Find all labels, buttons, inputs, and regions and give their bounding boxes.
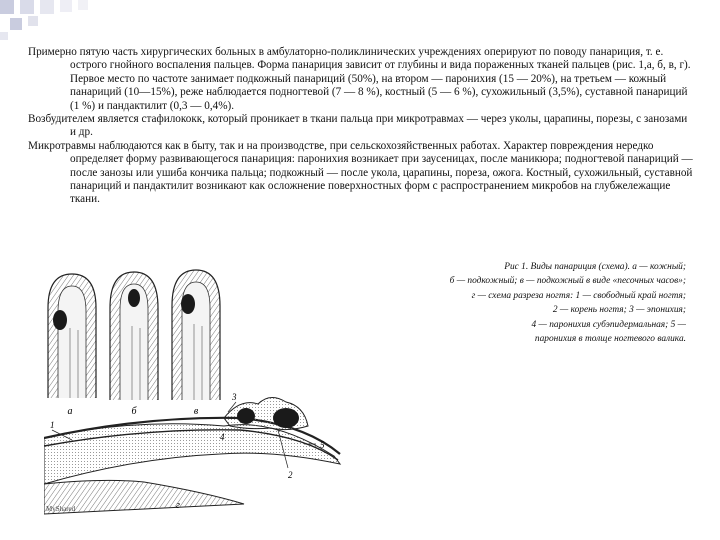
caption-line: г — схема разреза ногтя: 1 — свободный край ногтя; [471,290,686,301]
number-label-5: 5 [320,440,325,450]
finger-v-drawing [172,270,220,400]
figure-caption [356,260,686,346]
number-label-3: 3 [232,392,237,402]
paragraph-1: Примерно пятую часть хирургических больных в амбулаторно-поликлинических учреждениях оперируют по поводу панариция, т. е. острого гнойного воспаления пальцев. Форма панариция зависит от глубины и вида пораженных тканей пальцев (рис. 1,а, б, в, г). Первое место по частоте занимает подкожный панариций (50%), на втором — паронихия (15 — 20%), на третьем — кожный панариций (10—15%), реже наблюдается подногтевой (7 — 8 %), костный (5 — 6 %), сухожильный (3,5%), суставной панариций (1 %) и пандактилит (0,3 — 0,4%). [28,46,691,112]
watermark-text: MyShared [46,505,76,513]
finger-b-drawing [110,272,158,400]
number-label-2: 2 [288,470,293,480]
caption-line: 2 — корень ногтя; 3 — эпонихия; [552,305,686,316]
paragraph-2: Возбудителем является стафилококк, который проникает в ткани пальца при микротравмах — через уколы, царапины, порезы, с занозами и др. [28,113,688,139]
panaritium-figure [44,268,344,518]
section-label-g: г [176,500,180,511]
number-label-4: 4 [220,432,225,442]
finger-label-a: а [67,406,73,417]
caption-line: 4 — паронихия субэпидермальная; 5 — [531,319,686,330]
caption-line: паронихия в толще ногтевого валика. [534,334,686,345]
finger-a-drawing [48,274,96,398]
nail-section-drawing [44,397,340,514]
finger-label-v: в [193,406,199,417]
caption-line: б — подкожный; в — подкожный в виде «песочных часов»; [449,276,686,287]
caption-line: Рис 1. Виды панариция (схема). а — кожный; [504,262,686,272]
finger-label-b: б [131,406,137,417]
decorative-squares [0,0,200,40]
number-label-1: 1 [50,420,55,430]
body-text [28,46,694,207]
paragraph-3: Микротравмы наблюдаются как в быту, так и на производстве, при сельскохозяйственных работах. Характер повреждения нередко определяет форму развивающегося панариция: паронихия возникает при заусеницах, после маникюра; подногтевой панариций — после занозы или ушиба кончика пальца; подкожный — после укола, царапины, пореза, ожога. Костный, сухожильный, суставной панариций и пандактилит возникают как осложнение поверхностных форм с распространением микробов на глубжележащие ткани. [28,139,693,206]
